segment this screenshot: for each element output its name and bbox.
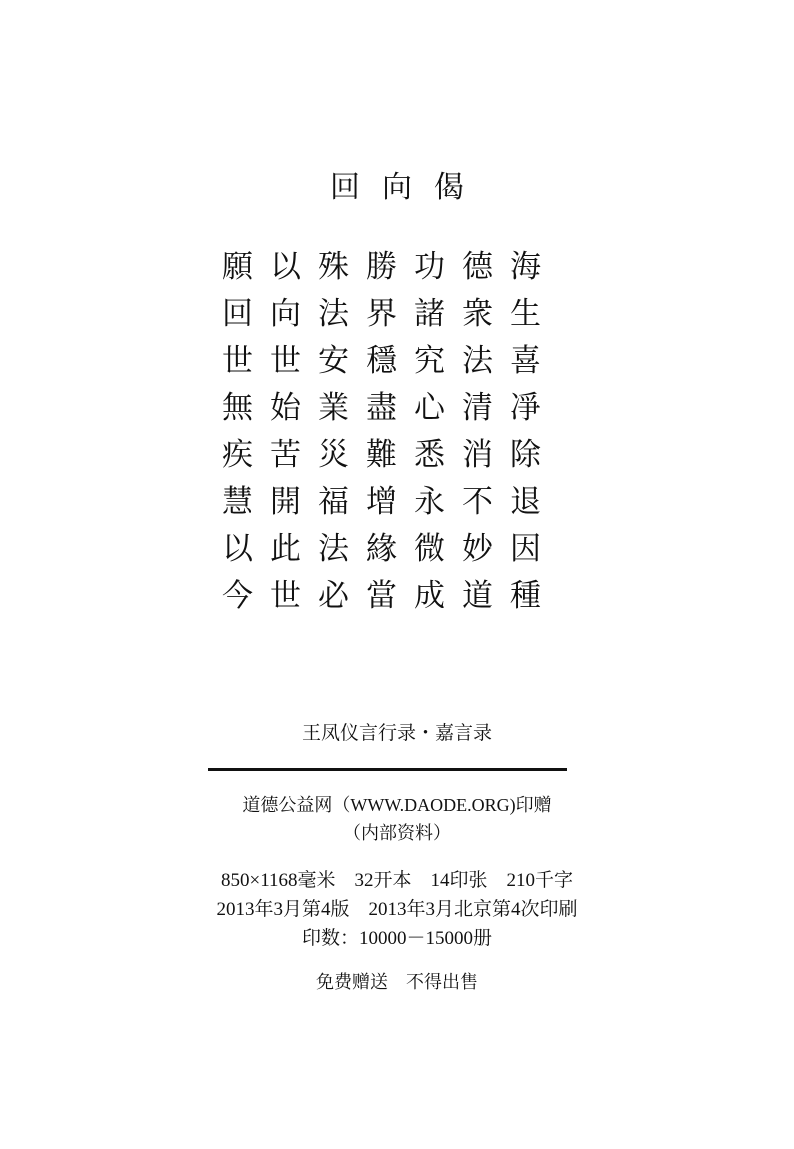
free-distribution-notice: 免费赠送 不得出售 <box>316 972 478 993</box>
verse-line-7: 以此法緣微妙因 <box>222 531 558 567</box>
verse-line-6: 慧開福增永不退 <box>222 484 558 520</box>
divider-rule <box>208 768 567 771</box>
edition-line: 2013年3月第4版 2013年3月北京第4次印刷 <box>216 899 578 920</box>
verse-title: 回向偈 <box>330 170 486 205</box>
print-run-line: 印数：10000－15000册 <box>301 928 492 949</box>
dedication-verse <box>222 244 562 620</box>
format-line: 850×1168毫米 32开本 14印张 210千字 <box>220 870 573 891</box>
book-title: 王凤仪言行录・嘉言录 <box>301 722 492 744</box>
verse-line-8: 今世必當成道種 <box>222 578 558 614</box>
verse-line-4: 無始業盡心清凈 <box>222 390 558 426</box>
verse-line-5: 疾苦災難悉消除 <box>222 437 558 473</box>
verse-line-1: 願以殊勝功德海 <box>222 249 558 285</box>
verse-line-3: 世世安穩究法喜 <box>222 343 558 379</box>
internal-note: （内部资料） <box>343 823 451 843</box>
donor-block <box>0 791 794 847</box>
verse-line-2: 回向法界諸衆生 <box>222 296 558 332</box>
publication-specs <box>0 866 794 953</box>
donor-line: 道德公益网（WWW.DAODE.ORG)印赠 <box>242 795 552 815</box>
